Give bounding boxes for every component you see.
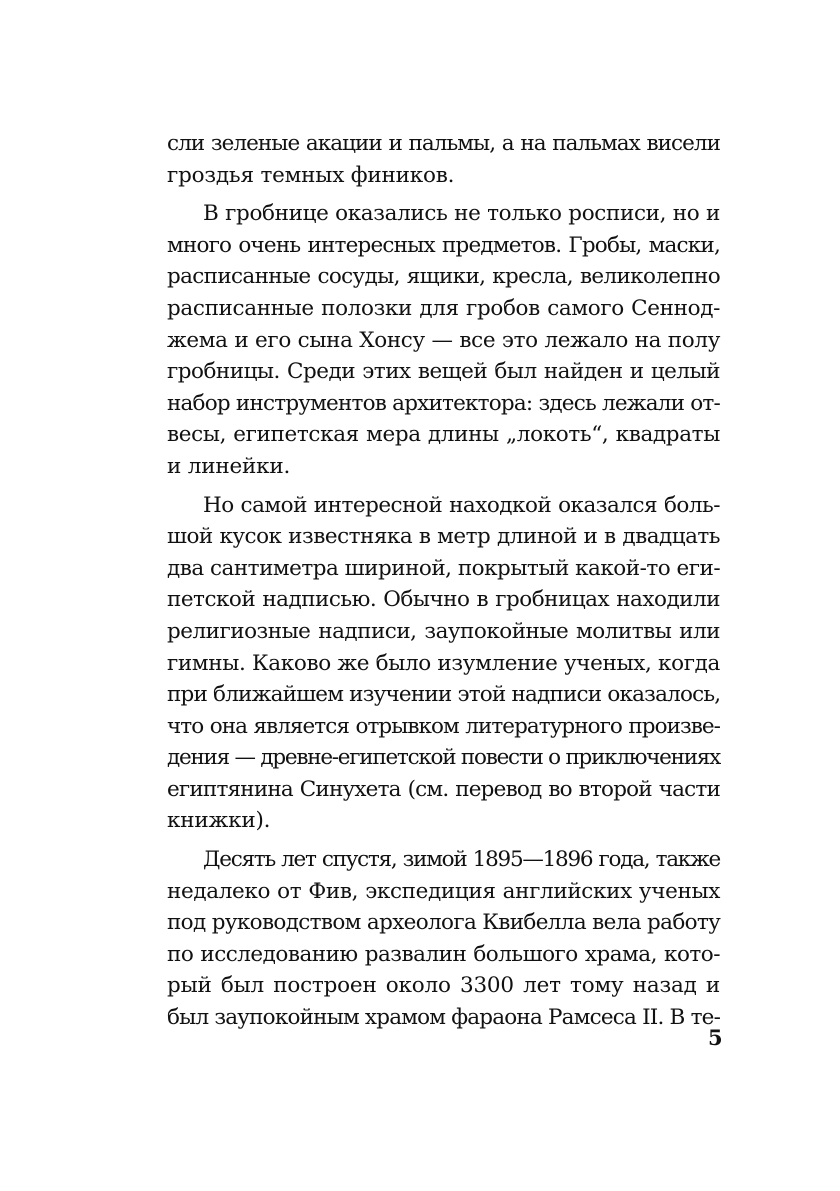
text-line: петской надписью. Обычно в гробницах находили: [167, 587, 720, 613]
text-line: сли зеленые акации и пальмы, а на пальмах висели: [167, 131, 720, 156]
text-line: гимны. Каково же было изумление ученых, когда: [167, 650, 720, 676]
text-line: гроздья темных фиников.: [167, 162, 455, 188]
text-line: два сантиметра шириной, покрытый какой-то еги-: [167, 555, 721, 581]
text-line: много очень интересных предметов. Гробы, маски,: [167, 232, 720, 258]
text-line: расписанные полозки для гробов самого Сеннод-: [167, 295, 720, 321]
text-line: египтянина Синухета (см. перевод во второй части: [167, 776, 720, 802]
text-line: весы, египетская мера длины „локоть“, квадраты: [167, 422, 720, 448]
paragraph: [167, 844, 720, 1034]
text-line: по исследованию развалин большого храма, кото-: [167, 941, 720, 967]
text-line: жема и его сына Хонсу — все это лежало на полу: [167, 327, 720, 353]
text-line: был заупокойным храмом фараона Рамсеса II. В те-: [167, 1005, 721, 1031]
paragraph: [167, 198, 720, 482]
paragraph-gap: [167, 837, 720, 844]
text-line: под руководством археолога Квибелла вела работу: [167, 910, 721, 936]
text-line: Десять лет спустя, зимой 1895—1896 года, также: [203, 847, 720, 873]
text-line: при ближайшем изучении этой надписи оказалось,: [167, 682, 721, 708]
text-line: религиозные надписи, заупокойные молитвы или: [167, 618, 720, 644]
text-line: книжки).: [167, 808, 271, 834]
text-line: гробницы. Среди этих вещей был найден и целый: [167, 359, 720, 385]
text-line: и линейки.: [167, 453, 291, 479]
paragraph: [167, 128, 720, 191]
text-line: набор инструментов архитектора: здесь лежали от-: [167, 390, 720, 416]
page-text: [167, 128, 720, 1034]
text-line: расписанные сосуды, ящики, кресла, великолепно: [167, 264, 720, 290]
paragraph-gap: [167, 191, 720, 198]
text-line: что она является отрывком литературного произве-: [167, 713, 720, 739]
text-line: дения — древне-египетской повести о приключениях: [167, 745, 720, 771]
paragraph: [167, 490, 720, 838]
text-line: недалеко от Фив, экспедиция английских ученых: [167, 878, 720, 904]
text-line: В гробнице оказались не только росписи, но и: [203, 201, 720, 227]
paragraph-gap: [167, 483, 720, 490]
text-line: рый был построен около 3300 лет тому назад и: [167, 973, 720, 999]
text-line: Но самой интересной находкой оказался боль-: [203, 492, 720, 518]
page-number: 5: [708, 1025, 723, 1050]
text-line: шой кусок известняка в метр длиной и в двадцать: [167, 524, 720, 550]
